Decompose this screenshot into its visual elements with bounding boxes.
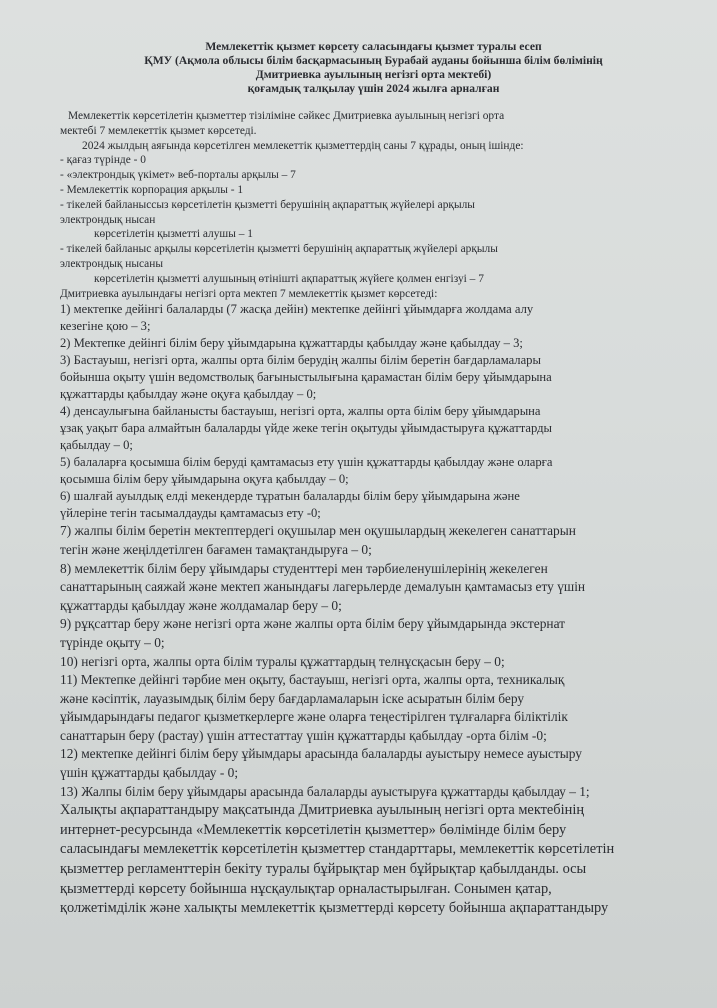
text-line: қызметтер регламенттерін бекіту туралы бұйрықтар мен бұйрықтар қабылданды. осы xyxy=(60,861,587,878)
text-line: электрондық нысаны xyxy=(60,257,163,270)
text-line: кезегіне қою – 3; xyxy=(60,319,151,334)
text-line: ұйымдарындағы педагог қызметкерлерге және оларға теңестірілген тұлғаларға біліктілік xyxy=(60,709,568,725)
title-line-3: Дмитриевка ауылының негізгі орта мектебі) xyxy=(255,68,492,81)
text-line: Халықты ақпараттандыру мақсатында Дмитриевка ауылының негізгі орта мектебінің xyxy=(60,802,585,819)
text-line: 8) мемлекеттік білім беру ұйымдары студенттері мен тәрбиеленушілерінің жекелеген xyxy=(60,560,548,576)
text-line: Мемлекеттік көрсетілетін қызметтер тізіліміне сәйкес Дмитриевка ауылының негізгі орта xyxy=(68,110,505,122)
text-line: Дмитриевка ауылындағы негізгі орта мектеп 7 мемлекеттік қызмет көрсетеді: xyxy=(60,287,438,300)
text-line: үшін құжаттарды қабылдау - 0; xyxy=(60,765,239,781)
report-body xyxy=(60,109,677,919)
text-line: 11) Мектепке дейінгі тәрбие мен оқыту, бастауыш, негізгі орта, жалпы орта, техникалық xyxy=(60,672,565,688)
text-line: 4) денсаулығына байланысты бастауыш, негізгі орта, жалпы орта білім беру ұйымдарына xyxy=(60,404,541,419)
text-line: құжаттарды қабылдау және жолдамалар беру – 0; xyxy=(60,597,342,613)
text-line: көрсетілетін қызметті алушының өтінішті ақпараттық жүйеге қолмен енгізуі – 7 xyxy=(94,272,484,285)
text-line: қосымша білім беру ұйымдарына оқуға қабылдау – 0; xyxy=(60,472,349,487)
text-line: 7) жалпы білім беретін мектептердегі оқушылар мен оқушылардың жекелеген санаттарын xyxy=(60,523,576,539)
text-line: 13) Жалпы білім беру ұйымдары арасында балаларды ауыстыруға құжаттарды қабылдау – 1; xyxy=(60,783,590,799)
text-line: 5) балаларға қосымша білім беруді қамтамасыз ету үшін құжаттарды қабылдау және оларға xyxy=(60,455,553,470)
text-line: 6) шалғай ауылдық елді мекендерде тұратын балаларды білім беру ұйымдарына және xyxy=(60,489,520,504)
text-line: электрондық нысан xyxy=(60,213,156,226)
text-line: - қағаз түрінде - 0 xyxy=(60,154,146,167)
text-line: санаттарының саяжай және мектеп жанындағы лагерьлерде демалуын қамтамасыз ету үшін xyxy=(60,579,586,595)
text-line: 3) Бастауыш, негізгі орта, жалпы орта білім берудің жалпы білім беретін бағдарламалары xyxy=(60,353,541,368)
text-line: санаттарын беру (растау) үшін аттестаттау үшін құжаттарды қабылдау -орта білім -0; xyxy=(60,727,547,743)
text-line: - тікелей байланыссыз көрсетілетін қызметті берушінің ақпараттық жүйелері арқылы xyxy=(60,198,475,211)
text-line: құжаттарды қабылдау және оқуға қабылдау – 0; xyxy=(60,387,317,402)
text-line: интернет-ресурсында «Мемлекеттік көрсетілетін қызметтер» бөлімінде білім беру xyxy=(60,821,567,838)
text-line: түрінде оқыту – 0; xyxy=(60,634,165,650)
text-line: мектебі 7 мемлекеттік қызмет көрсетеді. xyxy=(60,124,257,137)
text-line: - тікелей байланыс арқылы көрсетілетін қызметті берушінің ақпараттық жүйелері арқылы xyxy=(60,243,498,256)
text-line: көрсетілетін қызметті алушы – 1 xyxy=(94,228,253,241)
text-line: 2) Мектепке дейінгі білім беру ұйымдарына құжаттарды қабылдау және қабылдау – 3; xyxy=(60,336,523,351)
text-line: тегін және жеңілдетілген бағамен тамақтандыруға – 0; xyxy=(60,541,372,557)
text-line: қабылдау – 0; xyxy=(60,438,133,453)
text-line: ұзақ уақыт бара алмайтын балаларды үйде жеке тегін оқытуды ұйымдастыруға құжаттарды xyxy=(60,421,552,436)
text-line: және кәсіптік, лауазымдық білім беру бағдарламаларын іске асыратын білім беру xyxy=(60,690,525,706)
text-line: - «электрондық үкімет» веб-порталы арқылы – 7 xyxy=(60,169,296,182)
text-line: бойынша оқыту үшін ведомстволық бағыныстылығына қарамастан білім беру ұйымдарына xyxy=(60,370,552,385)
report-title xyxy=(60,40,677,96)
text-line: 1) мектепке дейінгі балаларды (7 жасқа дейін) мектепке дейінгі ұйымдарға жолдама алу xyxy=(60,302,534,317)
text-line: қолжетімділік және халықты мемлекеттік қызметтерді көрсету бойынша ақпараттандыру xyxy=(60,900,609,917)
text-line: 10) негізгі орта, жалпы орта білім туралы құжаттардың телнұсқасын беру – 0; xyxy=(60,653,505,669)
title-line-1: Мемлекеттік қызмет көрсету саласындағы қызмет туралы есеп xyxy=(205,40,542,53)
text-line: 12) мектепке дейінгі білім беру ұйымдары арасында балаларды ауыстыру немесе ауыстыру xyxy=(60,746,583,762)
text-line: саласындағы мемлекеттік көрсетілетін қызметтер стандарттары, мемлекеттік көрсетілетін xyxy=(60,841,615,858)
text-line: үйлеріне тегін тасымалдауды қамтамасыз ету -0; xyxy=(60,506,321,521)
text-line: 9) рұқсаттар беру және негізгі орта және жалпы орта білім беру ұйымдарында экстернат xyxy=(60,616,566,632)
text-line: 2024 жылдың аяғында көрсетілген мемлекеттік қызметтердің саны 7 құрады, оның ішінде: xyxy=(82,139,524,152)
text-line: - Мемлекеттік корпорация арқылы - 1 xyxy=(60,183,244,196)
title-line-2: ҚМУ (Ақмола облысы білім басқармасының Бурабай ауданы бойынша білім бөлімінің xyxy=(144,54,603,67)
title-line-4: қоғамдық талқылау үшін 2024 жылға арналған xyxy=(247,82,500,95)
text-line: қызметтерді көрсету бойынша нұсқаулықтар орналастырылған. Сонымен қатар, xyxy=(60,880,552,897)
